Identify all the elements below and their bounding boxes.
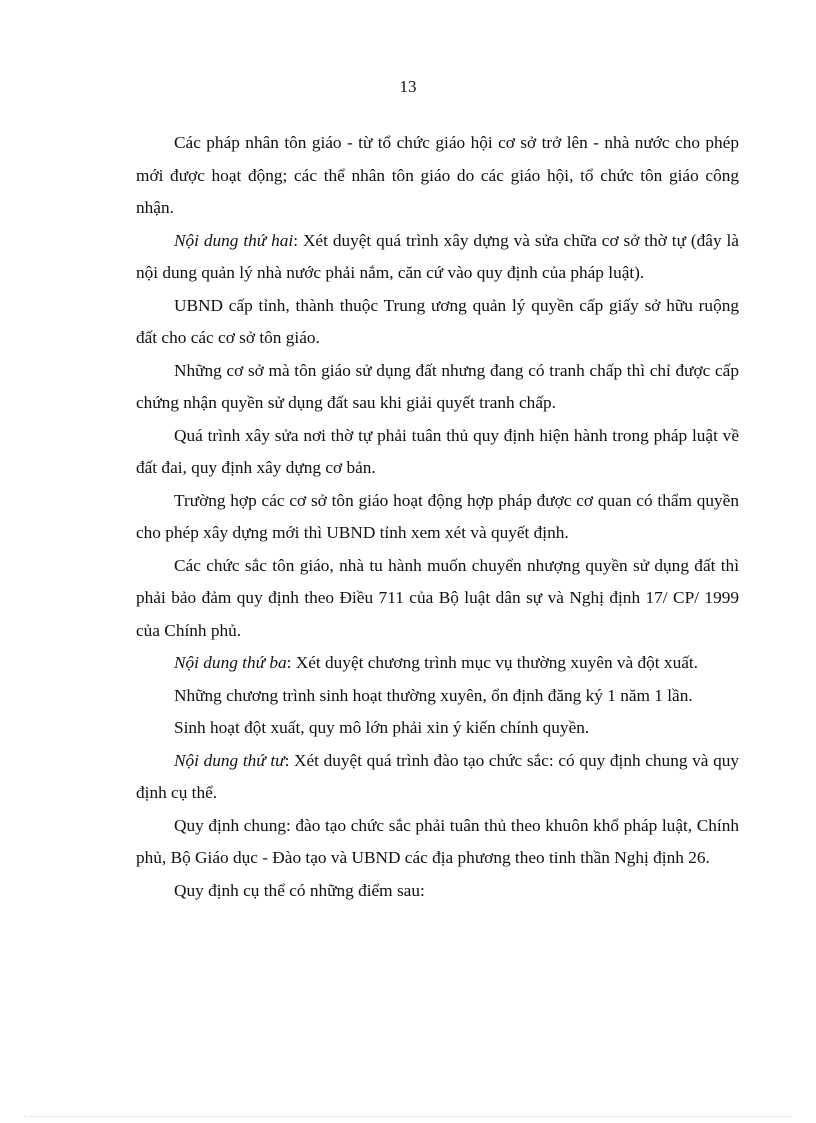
paragraph-text: Các chức sắc tôn giáo, nhà tu hành muốn chuyển nhượng quyền sử dụng đất thì phải bảo đảm quy định theo Điều 711 của Bộ luật dân sự và Nghị định 17/ CP/ 1999 của Chính phủ. [136, 555, 739, 640]
paragraph-text: UBND cấp tỉnh, thành thuộc Trung ương quản lý quyền cấp giấy sở hữu ruộng đất cho các cơ sở tôn giáo. [136, 295, 739, 347]
page-bottom-divider [24, 1116, 792, 1117]
paragraph-text: Các pháp nhân tôn giáo - từ tổ chức giáo hội cơ sở trở lên - nhà nước cho phép mới được hoạt động; các thể nhân tôn giáo do các giáo hội, tổ chức tôn giáo công nhận. [136, 133, 739, 217]
paragraph-text: Quy định cụ thể có những điểm sau: [174, 880, 425, 900]
paragraph-8 [136, 647, 739, 680]
paragraph-13 [136, 875, 739, 908]
paragraph-2 [136, 225, 739, 290]
paragraph-7 [136, 550, 739, 648]
paragraph-9 [136, 680, 739, 713]
paragraph-text: Quy định chung: đào tạo chức sắc phải tuân thủ theo khuôn khổ pháp luật, Chính phủ, Bộ Giáo dục - Đào tạo và UBND các địa phương theo tinh thần Nghị định 26. [136, 815, 739, 867]
paragraph-12 [136, 810, 739, 875]
paragraph-5 [136, 420, 739, 485]
paragraph-10 [136, 712, 739, 745]
paragraph-text: : Xét duyệt quá trình xây dựng và sửa chữa cơ sở thờ tự (đây là nội dung quản lý nhà nước phải nắm, căn cứ vào quy định của pháp luật). [136, 230, 739, 282]
paragraph-lead: Nội dung thứ tư [174, 750, 285, 770]
paragraph-text: Quá trình xây sửa nơi thờ tự phải tuân thủ quy định hiện hành trong pháp luật về đất đai, quy định xây dựng cơ bản. [136, 425, 739, 477]
paragraph-3 [136, 290, 739, 355]
paragraph-text: Những cơ sở mà tôn giáo sử dụng đất nhưng đang có tranh chấp thì chỉ được cấp chứng nhận quyền sử dụng đất sau khi giải quyết tranh chấp. [136, 360, 739, 412]
document-body [136, 127, 739, 907]
paragraph-6 [136, 485, 739, 550]
paragraph-text: Trường hợp các cơ sở tôn giáo hoạt động hợp pháp được cơ quan có thẩm quyền cho phép xây dựng mới thì UBND tỉnh xem xét và quyết định. [136, 490, 739, 542]
paragraph-text: : Xét duyệt chương trình mục vụ thường xuyên và đột xuất. [286, 653, 699, 672]
paragraph-1 [136, 127, 739, 225]
paragraph-11 [136, 745, 739, 810]
paragraph-lead: Nội dung thứ hai [174, 230, 294, 250]
paragraph-text: Những chương trình sinh hoạt thường xuyên, ổn định đăng ký 1 năm 1 lần. [174, 685, 693, 705]
paragraph-text: : Xét duyệt quá trình đào tạo chức sắc: có quy định chung và quy định cụ thể. [136, 750, 739, 802]
paragraph-text: Sinh hoạt đột xuất, quy mô lớn phải xin ý kiến chính quyền. [174, 718, 590, 737]
page-number: 13 [399, 77, 417, 96]
paragraph-4 [136, 355, 739, 420]
paragraph-lead: Nội dung thứ ba [174, 653, 287, 672]
